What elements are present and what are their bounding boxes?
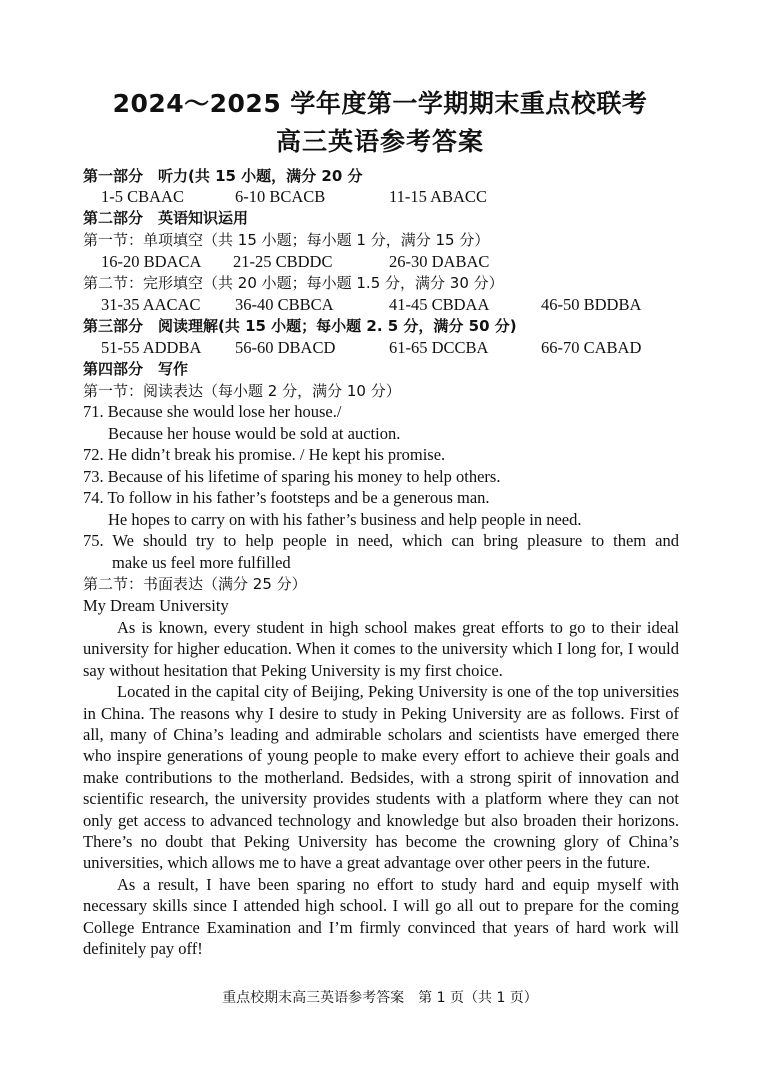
answer-group: 66-70 CABAD — [541, 338, 642, 357]
answer-74-line1: 74. To follow in his father’s footsteps and be a generous man. — [83, 488, 490, 507]
part4-section2-heading: 第二节：书面表达（满分 25 分） — [83, 575, 307, 593]
answer-75-line1: 75. We should try to help people in need, which can bring pleasure to them and — [83, 531, 679, 550]
part2-section1-heading: 第一节：单项填空（共 15 小题；每小题 1 分，满分 15 分） — [83, 231, 490, 249]
answer-group: 51-55 ADDBA — [101, 338, 202, 357]
part2-section2-heading: 第二节：完形填空（共 20 小题；每小题 1.5 分，满分 30 分） — [83, 274, 504, 292]
answer-group: 26-30 DABAC — [389, 252, 490, 271]
part2-heading: 第二部分 英语知识运用 — [83, 209, 249, 227]
essay-paragraph: As is known, every student in high school makes great efforts to go to their ideal university for higher education. When it comes to the university which I long for, I would say without hesitation that Peking University is my first choice. — [83, 618, 679, 680]
exam-subtitle: 高三英语参考答案 — [275, 127, 484, 156]
answer-group: 46-50 BDDBA — [541, 295, 642, 314]
answer-71-line1: 71. Because she would lose her house./ — [83, 402, 342, 421]
essay-body — [83, 617, 679, 960]
answer-71-line2: Because her house would be sold at auction. — [108, 424, 401, 443]
exam-title: 2024～2025 学年度第一学期期末重点校联考 — [112, 89, 648, 118]
answer-group: 36-40 CBBCA — [235, 295, 334, 314]
essay-paragraph: As a result, I have been sparing no effort to study hard and equip myself with necessary skills since I attended high school. I will go all out to prepare for the coming College Entrance Examination and I’m firmly convinced that years of hard work will definitely pay off! — [83, 874, 679, 959]
answer-group: 21-25 CBDDC — [233, 252, 333, 271]
answer-73: 73. Because of his lifetime of sparing his money to help others. — [83, 467, 501, 486]
part4-heading: 第四部分 写作 — [83, 360, 189, 378]
answer-group: 16-20 BDACA — [101, 252, 202, 271]
part4-section1-heading: 第一节：阅读表达（每小题 2 分，满分 10 分） — [83, 382, 401, 400]
part3-heading: 第三部分 阅读理解(共 15 小题；每小题 2. 5 分，满分 50 分) — [83, 317, 517, 335]
answer-72: 72. He didn’t break his promise. / He kept his promise. — [83, 445, 446, 464]
answer-group: 41-45 CBDAA — [389, 295, 490, 314]
answer-group: 6-10 BCACB — [235, 187, 326, 206]
answer-74-line2: He hopes to carry on with his father’s business and help people in need. — [108, 510, 582, 529]
answer-75-line2: make us feel more fulfilled — [112, 553, 291, 572]
essay-title: My Dream University — [83, 596, 229, 615]
part1-heading: 第一部分 听力(共 15 小题，满分 20 分 — [83, 167, 363, 185]
answer-group: 31-35 AACAC — [101, 295, 201, 314]
answer-group: 61-65 DCCBA — [389, 338, 489, 357]
essay-paragraph: Located in the capital city of Beijing, Peking University is one of the top universities in China. The reasons why I desire to study in Peking University are as follows. First of all, many of China’s leading and admirable scholars and scientists have emerged there who inspire generations of young people to make every effort to achieve their goals and make contributions to the motherland. Bedsides, with a strong spirit of innovation and scientific research, the university provides students with a platform where they can not only get access to advanced technology and knowledge but also broaden their horizons. There’s no doubt that Peking University has become the crowning glory of China’s universities, which allows me to have a great advantage over other peers in the future. — [83, 682, 679, 873]
page-footer: 重点校期末高三英语参考答案 第 1 页（共 1 页） — [222, 990, 538, 1006]
answer-group: 56-60 DBACD — [235, 338, 336, 357]
answer-group: 11-15 ABACC — [389, 187, 487, 206]
part2-section1-answers — [101, 252, 489, 272]
part3-answers — [101, 338, 641, 358]
part2-section2-answers — [101, 295, 641, 315]
part1-answers — [101, 187, 487, 207]
answer-group: 1-5 CBAAC — [101, 187, 184, 206]
